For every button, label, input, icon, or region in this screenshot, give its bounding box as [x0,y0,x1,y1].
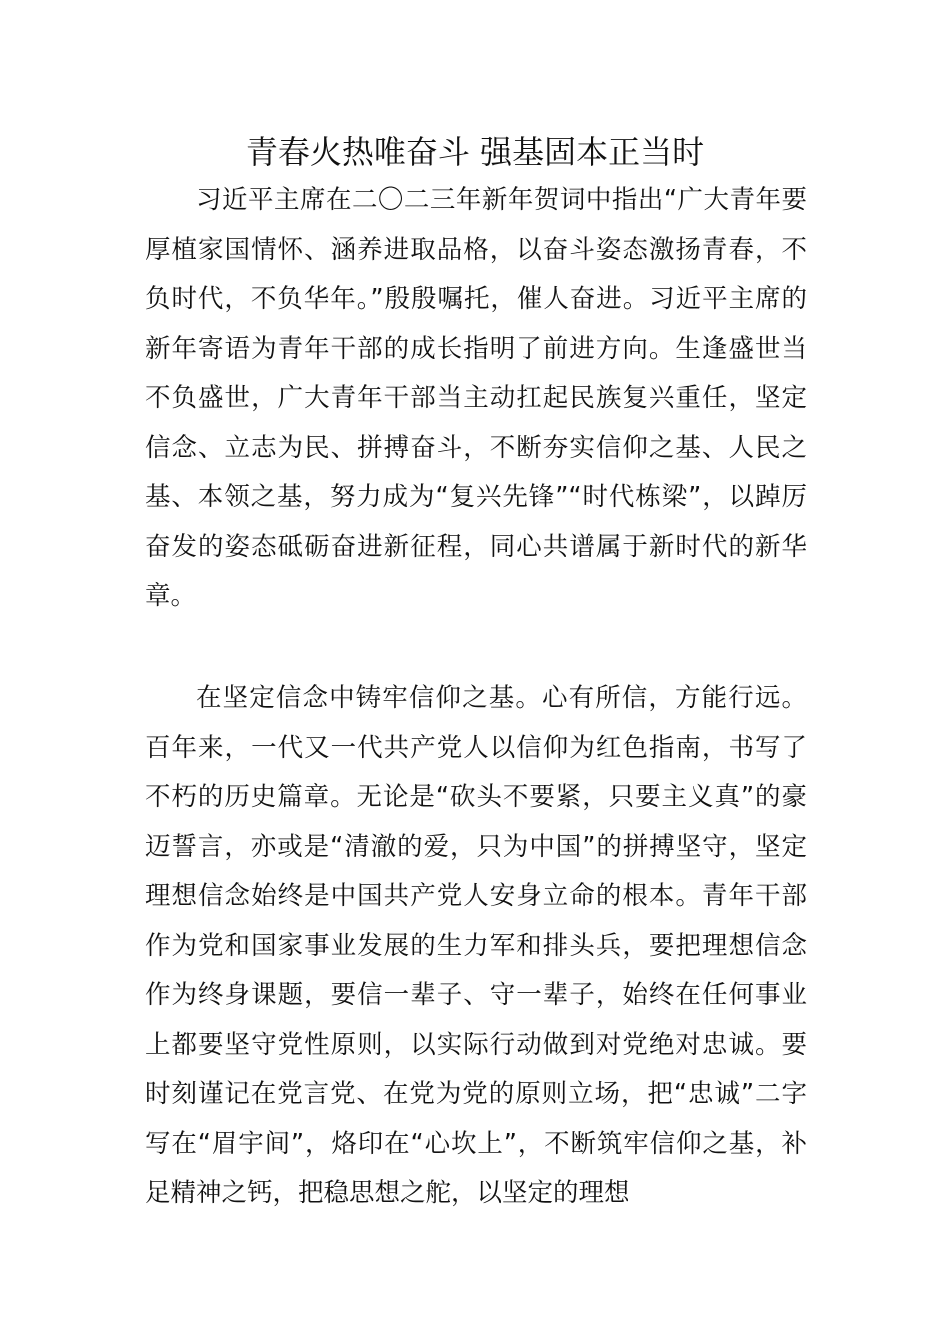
paragraph-faith-foundation: 在坚定信念中铸牢信仰之基。心有所信，方能行远。百年来，一代又一代共产党人以信仰为红色指南，书写了不朽的历史篇章。无论是“砍头不要紧，只要主义真”的豪迈誓言，亦或是“清澈的爱，只为中国”的拼搏坚守，坚定理想信念始终是中国共产党人安身立命的根本。青年干部作为党和国家事业发展的生力军和排头兵，要把理想信念作为终身课题，要信一辈子、守一辈子，始终在任何事业上都要坚守党性原则，以实际行动做到对党绝对忠诚。要时刻谨记在党言党、在党为党的原则立场，把“忠诚”二字写在“眉宇间”，烙印在“心坎上”，不断筑牢信仰之基，补足精神之钙，把稳思想之舵，以坚定的理想 [145,683,807,1208]
paragraph-intro: 习近平主席在二〇二三年新年贺词中指出“广大青年要厚植家国情怀、涵养进取品格，以奋斗姿态激扬青春，不负时代，不负华年。”殷殷嘱托，催人奋进。习近平主席的新年寄语为青年干部的成长指明了前进方向。生逢盛世当不负盛世，广大青年干部当主动扛起民族复兴重任，坚定信念、立志为民、拼搏奋斗，不断夯实信仰之基、人民之基、本领之基，努力成为“复兴先锋”“时代栋梁”，以踔厉奋发的姿态砥砺奋进新征程，同心共谱属于新时代的新华章。 [145,185,807,611]
document-title: 青春火热唯奋斗 强基固本正当时 [245,133,705,171]
